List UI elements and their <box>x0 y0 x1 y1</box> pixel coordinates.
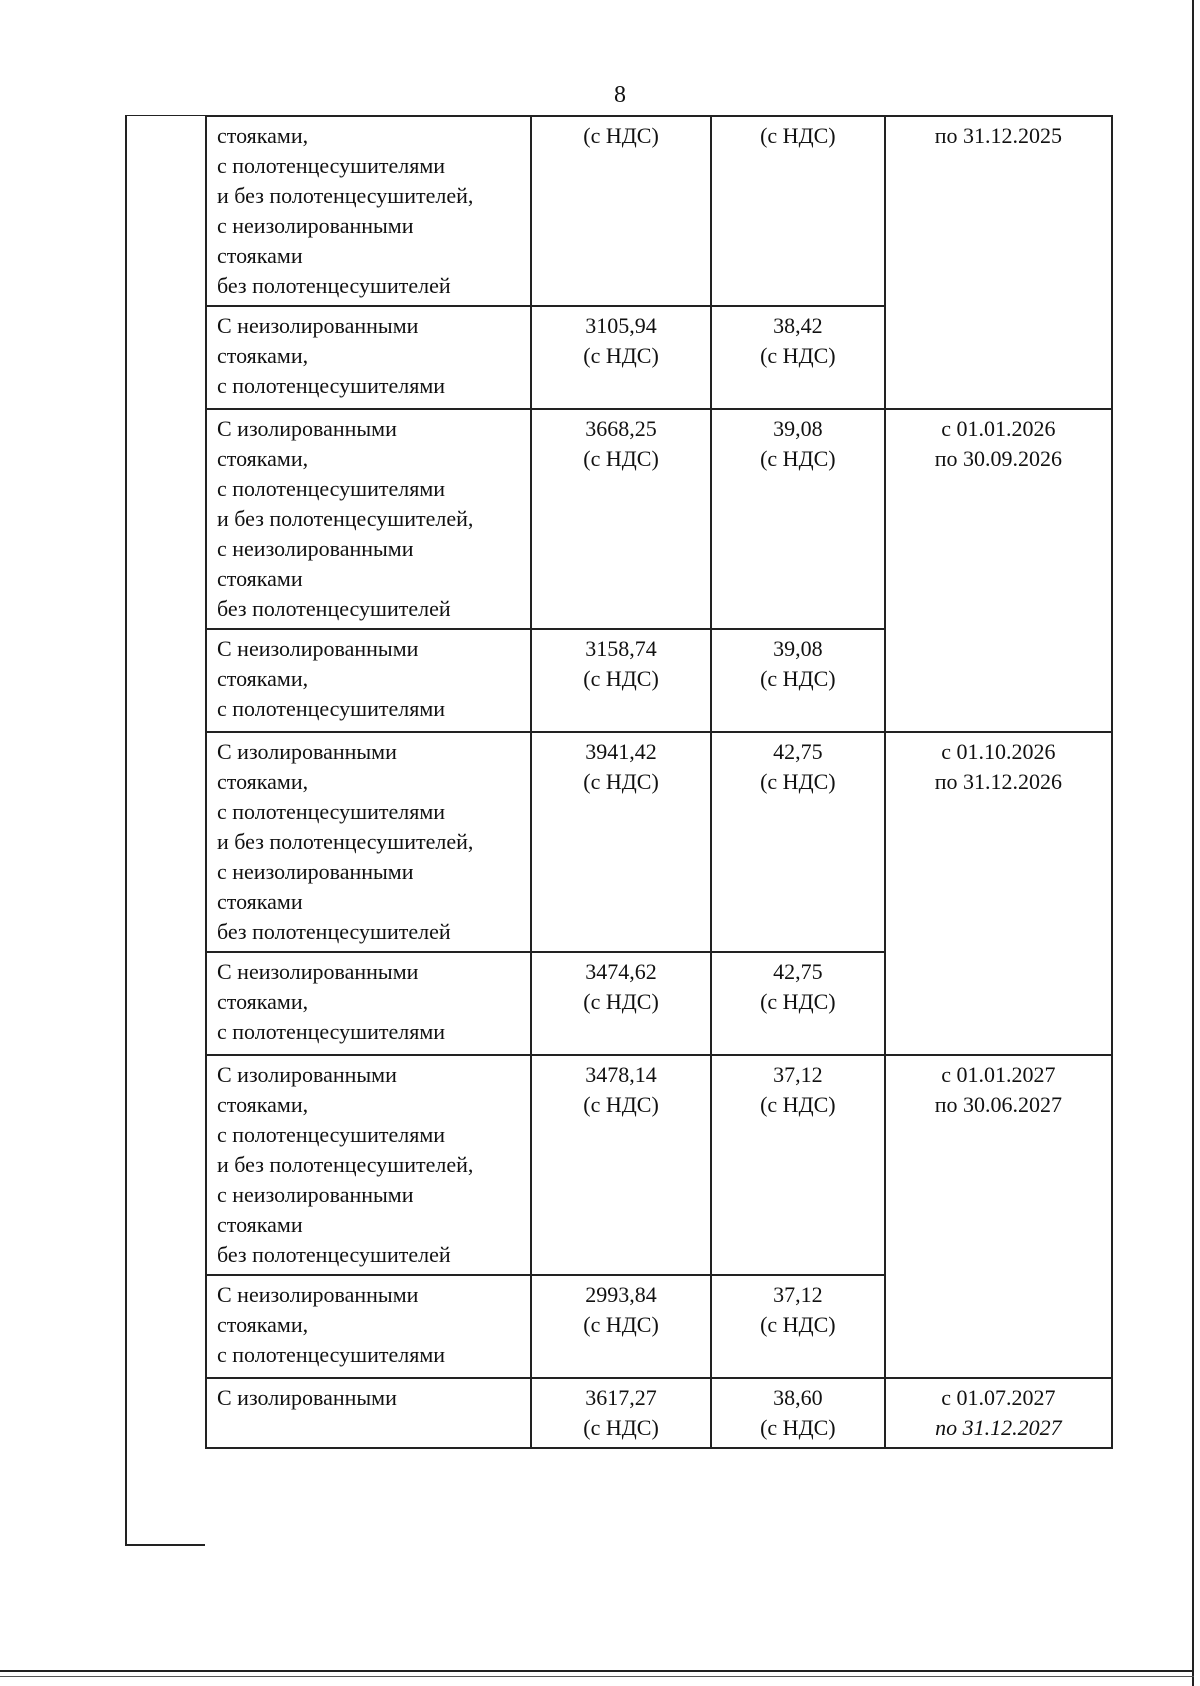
riser-description-cell-line: стояками <box>217 889 303 914</box>
tariff-value-cell-line: 2993,84 <box>585 1282 657 1307</box>
norm-value-cell-line: 37,12 <box>773 1282 823 1307</box>
riser-description-cell-line: и без полотенцесушителей, <box>217 1152 474 1177</box>
tariff-value-cell <box>531 116 711 306</box>
tariff-value-cell-line: 3158,74 <box>585 636 657 661</box>
tariff-value-cell <box>531 306 711 409</box>
tariff-value-cell <box>531 409 711 629</box>
riser-description-cell <box>206 1378 531 1448</box>
norm-value-cell-line: 42,75 <box>773 739 823 764</box>
riser-description-cell-line: стояками, <box>217 446 309 471</box>
tariff-table <box>205 115 1113 1449</box>
riser-description-cell-line: стояками, <box>217 666 309 691</box>
riser-description-cell <box>206 409 531 629</box>
norm-value-cell-line: (с НДС) <box>760 666 836 691</box>
validity-period-cell <box>885 732 1112 1055</box>
riser-description-cell-line: С неизолированными <box>217 959 419 984</box>
riser-description-cell-line: С изолированными <box>217 1385 397 1410</box>
norm-value-cell <box>711 306 885 409</box>
table-left-column <box>125 115 205 1546</box>
tariff-value-cell <box>531 732 711 952</box>
riser-description-cell-line: с неизолированными <box>217 213 414 238</box>
table-row <box>206 732 1112 952</box>
validity-period-cell-line: по 30.09.2026 <box>934 446 1062 471</box>
riser-description-cell-line: с полотенцесушителями <box>217 1122 446 1147</box>
norm-value-cell-line: (с НДС) <box>760 1092 836 1117</box>
validity-period-cell-line: с 01.10.2026 <box>941 739 1056 764</box>
riser-description-cell-line: с неизолированными <box>217 859 414 884</box>
tariff-value-cell-line: 3478,14 <box>585 1062 657 1087</box>
page-edge-bottom <box>0 1670 1194 1672</box>
riser-description-cell-line: и без полотенцесушителей, <box>217 183 474 208</box>
riser-description-cell-line: стояками, <box>217 769 309 794</box>
tariff-value-cell-line: (с НДС) <box>583 123 659 148</box>
tariff-value-cell <box>531 1055 711 1275</box>
riser-description-cell-line: стояками <box>217 566 303 591</box>
riser-description-cell-line: без полотенцесушителей <box>217 596 451 621</box>
norm-value-cell <box>711 409 885 629</box>
riser-description-cell-line: с полотенцесушителями <box>217 1342 446 1367</box>
tariff-table-body <box>206 116 1112 1448</box>
tariff-value-cell-line: (с НДС) <box>583 446 659 471</box>
riser-description-cell <box>206 1055 531 1275</box>
riser-description-cell-line: с полотенцесушителями <box>217 373 446 398</box>
riser-description-cell-line: с полотенцесушителями <box>217 476 446 501</box>
riser-description-cell-line: стояками, <box>217 123 309 148</box>
norm-value-cell-line: (с НДС) <box>760 123 836 148</box>
norm-value-cell <box>711 1055 885 1275</box>
tariff-value-cell <box>531 1275 711 1378</box>
norm-value-cell-line: (с НДС) <box>760 1312 836 1337</box>
riser-description-cell-line: без полотенцесушителей <box>217 1242 451 1267</box>
riser-description-cell <box>206 306 531 409</box>
riser-description-cell-line: стояками <box>217 1212 303 1237</box>
riser-description-cell-line: с полотенцесушителями <box>217 696 446 721</box>
riser-description-cell-line: С неизолированными <box>217 1282 419 1307</box>
norm-value-cell-line: (с НДС) <box>760 1415 836 1440</box>
validity-period-cell-line: по 31.12.2025 <box>934 123 1062 148</box>
validity-period-cell-line: по 31.12.2026 <box>934 769 1062 794</box>
riser-description-cell-line: С неизолированными <box>217 636 419 661</box>
riser-description-cell-line: С изолированными <box>217 739 397 764</box>
tariff-value-cell-line: 3617,27 <box>585 1385 657 1410</box>
riser-description-cell-line: с полотенцесушителями <box>217 799 446 824</box>
norm-value-cell-line: 38,42 <box>773 313 823 338</box>
norm-value-cell-line: 39,08 <box>773 416 823 441</box>
riser-description-cell-line: без полотенцесушителей <box>217 273 451 298</box>
table-row <box>206 409 1112 629</box>
riser-description-cell <box>206 116 531 306</box>
riser-description-cell-line: с полотенцесушителями <box>217 153 446 178</box>
norm-value-cell-line: 42,75 <box>773 959 823 984</box>
page-number: 8 <box>614 82 626 108</box>
validity-period-cell-line: по 30.06.2027 <box>934 1092 1062 1117</box>
riser-description-cell <box>206 732 531 952</box>
riser-description-cell-line: стояками, <box>217 1092 309 1117</box>
validity-period-cell-line: с 01.01.2027 <box>941 1062 1056 1087</box>
norm-value-cell-line: 37,12 <box>773 1062 823 1087</box>
tariff-value-cell-line: (с НДС) <box>583 666 659 691</box>
table-row <box>206 1378 1112 1448</box>
riser-description-cell-line: С неизолированными <box>217 313 419 338</box>
norm-value-cell-line: (с НДС) <box>760 446 836 471</box>
table-row <box>206 116 1112 306</box>
tariff-value-cell-line: (с НДС) <box>583 769 659 794</box>
tariff-value-cell <box>531 629 711 732</box>
validity-period-cell-line: по 31.12.2027 <box>935 1415 1062 1440</box>
riser-description-cell <box>206 952 531 1055</box>
tariff-value-cell <box>531 952 711 1055</box>
riser-description-cell-line: стояками, <box>217 1312 309 1337</box>
validity-period-cell <box>885 409 1112 732</box>
validity-period-cell <box>885 1055 1112 1378</box>
tariff-value-cell <box>531 1378 711 1448</box>
norm-value-cell-line: (с НДС) <box>760 343 836 368</box>
tariff-value-cell-line: (с НДС) <box>583 1415 659 1440</box>
norm-value-cell-line: 38,60 <box>773 1385 823 1410</box>
riser-description-cell <box>206 629 531 732</box>
tariff-value-cell-line: (с НДС) <box>583 343 659 368</box>
tariff-value-cell-line: (с НДС) <box>583 989 659 1014</box>
norm-value-cell-line: 39,08 <box>773 636 823 661</box>
validity-period-cell-line: с 01.07.2027 <box>941 1385 1056 1410</box>
validity-period-cell <box>885 1378 1112 1448</box>
riser-description-cell-line: с неизолированными <box>217 536 414 561</box>
page-edge-bottom-inner <box>0 1676 1194 1677</box>
riser-description-cell-line: с неизолированными <box>217 1182 414 1207</box>
norm-value-cell <box>711 952 885 1055</box>
tariff-value-cell-line: 3105,94 <box>585 313 657 338</box>
riser-description-cell-line: и без полотенцесушителей, <box>217 506 474 531</box>
validity-period-cell <box>885 116 1112 409</box>
tariff-value-cell-line: (с НДС) <box>583 1312 659 1337</box>
validity-period-cell-line: с 01.01.2026 <box>941 416 1056 441</box>
riser-description-cell <box>206 1275 531 1378</box>
riser-description-cell-line: стояками, <box>217 989 309 1014</box>
norm-value-cell <box>711 629 885 732</box>
norm-value-cell <box>711 1378 885 1448</box>
page-edge-right <box>1192 0 1194 1686</box>
riser-description-cell-line: стояками <box>217 243 303 268</box>
table-row <box>206 1055 1112 1275</box>
riser-description-cell-line: С изолированными <box>217 416 397 441</box>
riser-description-cell-line: С изолированными <box>217 1062 397 1087</box>
norm-value-cell <box>711 1275 885 1378</box>
riser-description-cell-line: и без полотенцесушителей, <box>217 829 474 854</box>
tariff-value-cell-line: 3941,42 <box>585 739 657 764</box>
riser-description-cell-line: стояками, <box>217 343 309 368</box>
riser-description-cell-line: без полотенцесушителей <box>217 919 451 944</box>
tariff-value-cell-line: (с НДС) <box>583 1092 659 1117</box>
riser-description-cell-line: с полотенцесушителями <box>217 1019 446 1044</box>
norm-value-cell-line: (с НДС) <box>760 769 836 794</box>
tariff-value-cell-line: 3668,25 <box>585 416 657 441</box>
norm-value-cell-line: (с НДС) <box>760 989 836 1014</box>
tariff-value-cell-line: 3474,62 <box>585 959 657 984</box>
norm-value-cell <box>711 116 885 306</box>
norm-value-cell <box>711 732 885 952</box>
